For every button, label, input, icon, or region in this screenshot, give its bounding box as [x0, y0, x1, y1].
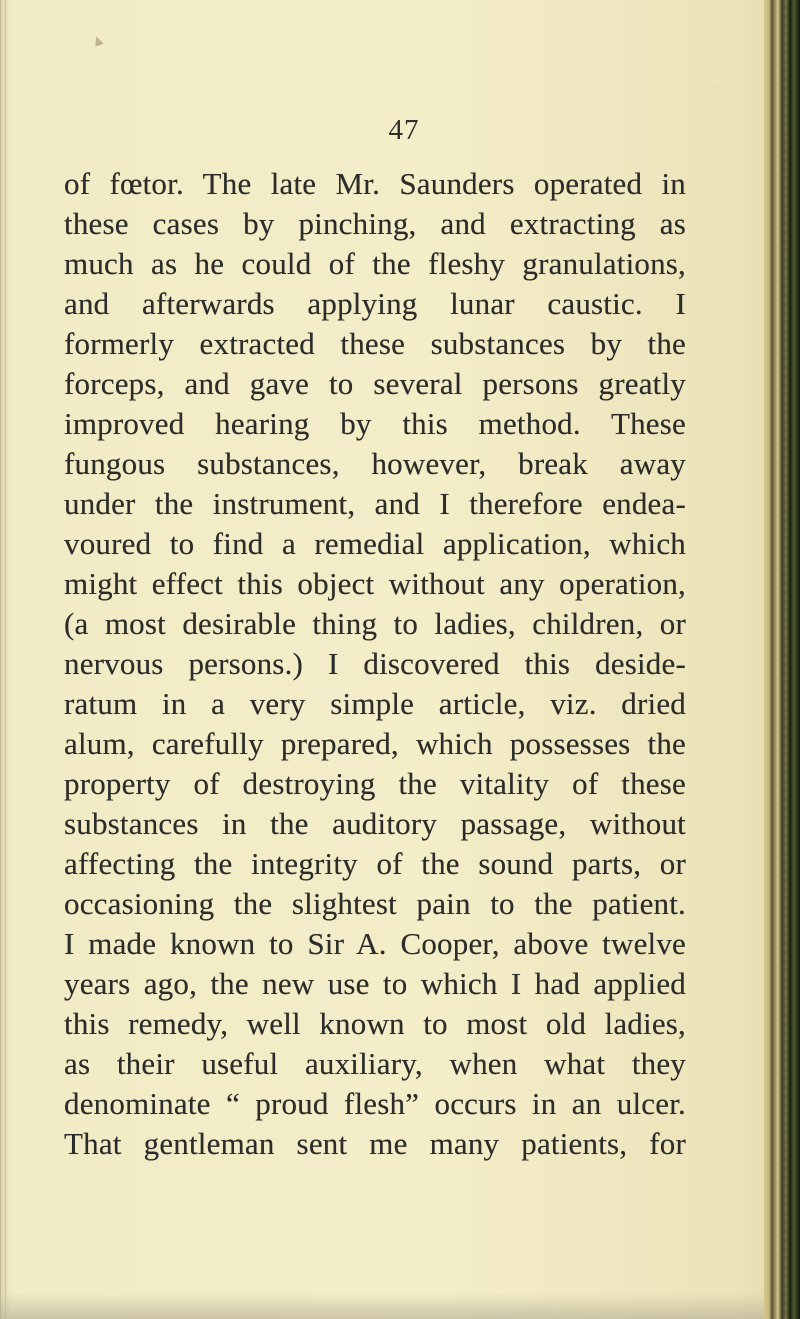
text-line: occasioning the slightest pain to the patient.	[64, 886, 686, 921]
paper-speck: ▲	[90, 31, 105, 49]
text-line: property of destroying the vitality of these	[64, 766, 686, 801]
text-line: formerly extracted these substances by the	[64, 326, 686, 361]
text-line: years ago, the new use to which I had applied	[64, 966, 686, 1001]
text-line: as their useful auxiliary, when what they	[64, 1046, 686, 1081]
page-bottom-shadow	[0, 1293, 764, 1319]
text-line: these cases by pinching, and extracting as	[64, 206, 686, 241]
text-line: ratum in a very simple article, viz. dried	[64, 686, 686, 721]
text-line: substances in the auditory passage, without	[64, 806, 686, 841]
text-line: might effect this object without any operation,	[64, 566, 686, 601]
text-line: improved hearing by this method. These	[64, 406, 686, 441]
text-line: much as he could of the fleshy granulations,	[64, 246, 686, 281]
book-spine-edge	[764, 0, 800, 1319]
page-number: 47	[388, 114, 420, 146]
text-line: voured to find a remedial application, which	[64, 526, 686, 561]
text-line: That gentleman sent me many patients, for	[64, 1126, 686, 1161]
text-line: forceps, and gave to several persons greatly	[64, 366, 686, 401]
text-line: and afterwards applying lunar caustic. I	[64, 286, 686, 321]
body-text	[64, 164, 686, 1164]
text-line: alum, carefully prepared, which possesses the	[64, 726, 686, 761]
text-line: under the instrument, and I therefore endea-	[64, 486, 686, 521]
page-edge-lines	[0, 0, 10, 1319]
text-line: nervous persons.) I discovered this deside-	[64, 646, 686, 681]
paper-speck: ·	[712, 169, 716, 183]
text-line: affecting the integrity of the sound parts, or	[64, 846, 686, 881]
text-line: this remedy, well known to most old ladies,	[64, 1006, 686, 1041]
text-line: (a most desirable thing to ladies, children, or	[64, 606, 686, 641]
text-line: fungous substances, however, break away	[64, 446, 686, 481]
text-line: I made known to Sir A. Cooper, above twelve	[64, 926, 686, 961]
text-line: of fœtor. The late Mr. Saunders operated in	[64, 166, 686, 201]
paper-speck: ·	[713, 81, 717, 95]
text-line: denominate “ proud flesh” occurs in an ulcer.	[64, 1086, 686, 1121]
